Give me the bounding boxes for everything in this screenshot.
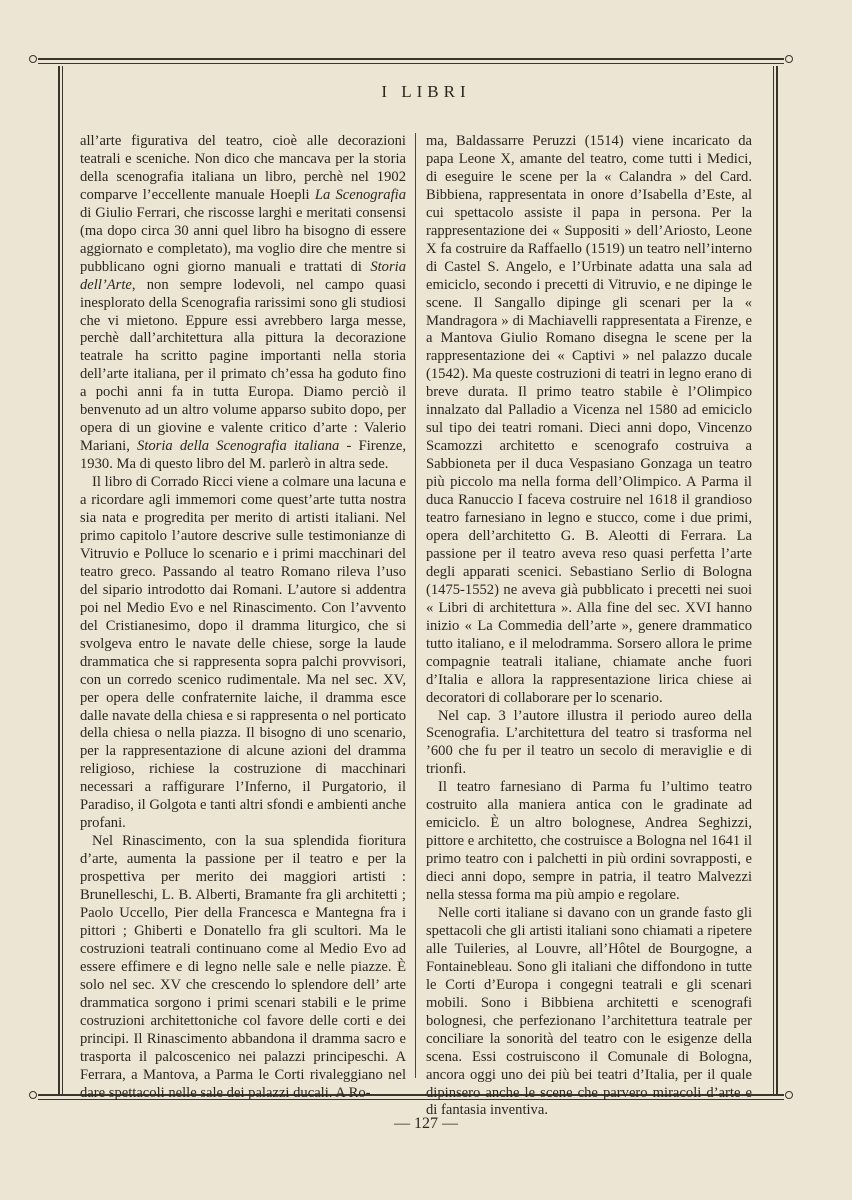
running-header: I LIBRI xyxy=(381,82,471,101)
top-border-rule xyxy=(38,58,784,64)
border-ornament xyxy=(785,1091,793,1099)
page-number: — 127 — xyxy=(394,1115,458,1132)
right-column xyxy=(426,133,752,1119)
book-title: Storia della Scenografia italiana xyxy=(137,438,340,455)
paragraph: Nel Rinascimento, con la sua splendida fioritura d’arte, aumenta la passione per il teatro e per la prospettiva per merito dei maggiori artisti : Brunelleschi, L. B. Alberti, Bramante fra gli architetti ; Paolo Uccello, Pier della Francesca e Mantegna fra i pittori ; Ghiberti e Donatello fra gli scultori. Ma le costruzioni teatrali continuano come al Medio Evo ad essere effimere e di legno nelle sale e nelle piazze. È solo nel sec. XV che crescendo lo splendore dell’ arte drammatica sorgono i primi scenari stabili e le prime costruzioni architettoniche col favore delle corti e dei principi. Il Rinascimento abbandona il dramma sacro e trasporta il palcoscenico nei palazzi principeschi. A Ferrara, a Mantova, a Parma le Corti rivaleggiano nel dare spettacoli nelle sale dei palazzi ducali. A Ro- xyxy=(80,833,406,1101)
left-column xyxy=(80,133,406,1101)
paragraph: Il teatro farnesiano di Parma fu l’ultimo teatro costruito alla maniera antica con le gradinate ad emiciclo. È un altro bolognese, Andrea Seghizzi, pittore e architetto, che costruisce a Bologna nel 1641 il primo teatro con i palchetti in più ordini sovrapposti, e dieci anni dopo, sempre in patria, il teatro Malvezzi nella stessa forma ma più ampio e regolare. xyxy=(426,779,752,904)
border-ornament xyxy=(29,55,37,63)
column-divider xyxy=(415,133,416,1078)
right-border-rule xyxy=(776,66,778,1094)
left-border-rule xyxy=(58,66,60,1094)
book-title: La Scenografia xyxy=(314,186,406,203)
paragraph: ma, Baldassarre Peruzzi (1514) viene incaricato da papa Leone X, amante del teatro, come tutti i Medici, di eseguire le scene per la « Calandra » del Card. Bibbiena, rappresentata in onore d’Isabella d’Este, al cui spettacolo assiste il papa in persona. Per la rappresentazione dei « Suppositi » dell’Ariosto, Leone X fa costruire da Raffaello (1519) un teatro nell’interno di Castel S. Angelo, e l’Urbinate adatta una sala ad emiciclo, secondo i precetti di Vitruvio, e ne dipinge le scene. Il Sangallo dipinge gli scenari per la « Mandragora » di Machiavelli rappresentata a Firenze, e a Mantova Giulio Romano disegna le scene per la rappresentazione dei « Captivi » nel palazzo ducale (1542). Ma queste costruzioni di teatri in legno erano di breve durata. Il primo teatro stabile è l’Olimpico innalzato dal Palladio a Vicenza nel 1580 ad emiciclo sul tipo dei teatri romani. Dieci anni dopo, Vincenzo Scamozzi architetto e scenografo costruiva a Sabbioneta per il duca Vespasiano Gonzaga un teatro più piccolo ma nella forma dell’Olimpico. A Parma il duca Ranuccio I faceva costruire nel 1618 il grandioso teatro farnesiano in legno e stucco, come i due primi, opera dell’architetto G. B. Aleotti di Ferrara. La passione per il teatro aveva reso quasi perfetta l’arte degli apparati scenici. Sebastiano Serlio di Bologna (1475-1552) ne aveva già pubblicato i precetti nei suoi « Libri di architettura ». Alla fine del sec. XVI hanno inizio « La Commedia dell’arte », genere drammatico tutto italiano, e il melodramma. Sorsero allora le prime compagnie teatrali italiane, chiamate anche fuori d’Italia e allora la rappresentazione lirica chiese ai decoratori di collaborare per lo scenario. xyxy=(426,133,752,706)
paragraph: Nelle corti italiane si davano con un grande fasto gli spettacoli che gli artisti italiani sono chiamati a ripetere alle Tuileries, al Louvre, all’Hôtel de Bourgogne, a Fontainebleau. Sono gli italiani che diffondono in tutte le Corti d’Europa i congegni teatrali e gli scenari mobili. Sono i Bibbiena architetti e scenografi bolognesi, che perfezionano l’architettura teatrale per conciliare la sonorità del teatro con le esigenze della scena. Essi costruiscono il Comunale di Bologna, ancora oggi uno dei più bei teatri d’Italia, per il quale dipinsero anche le scene che parvero miracoli d’arte e di fantasia inventiva. xyxy=(426,904,752,1119)
border-ornament xyxy=(785,55,793,63)
paragraph: all’arte figurativa del teatro, cioè alle decorazioni teatrali e sceniche. Non dico che mancava per la storia della scenografia italiana un libro, perchè nel 1902 comparve l’eccellente manuale Hoepli La Scenografia di Giulio Ferrari, che riscosse larghi e meritati consensi (ma dopo circa 30 anni quel libro ha bisogno di essere aggiornato e completato), ma voglio dire che mentre si pubblicano ogni giorno manuali e trattati di Storia dell’Arte, non sempre lodevoli, nel campo quasi inesplorato della Scenografia rarissimi sono gli studiosi che vi mietono. Eppure essi avrebbero larga messe, perchè dall’architettura alla pittura la decorazione teatrale ha scritto pagine importanti nella storia dell’arte italiana, per il primato ch’essa ha goduto fino a pochi anni fa in tutta Europa. Diamo perciò il benvenuto ad un altro volume apparso subito dopo, per opera di un giovine e valente critico d’arte : Valerio Mariani, Storia della Scenografia italiana - Firenze, 1930. Ma di questo libro del M. parlerò in altra sede. xyxy=(80,133,406,473)
article-body xyxy=(80,133,768,1119)
paragraph: Il libro di Corrado Ricci viene a colmare una lacuna e a ricordare agli immemori come quest’arte tutta nostra sia nata e progredita per merito di artisti italiani. Nel primo capitolo l’autore descrive sulle testimonianze di Vitruvio e Polluce lo scenario e i primi macchinari del teatro greco. Passando al teatro Romano rileva l’uso del sipario introdotto dai Romani. L’autore si addentra poi nel Medio Evo e nel Rinascimento. Con l’avvento del Cristianesimo, dopo il dramma liturgico, che si svolgeva entro le navate delle chiese, sorge la laude drammatica che si rappresenta sopra palchi provvisori, con un corredo scenico rudimentale. Ma nel sec. XV, per opera delle confraternite laiche, il dramma esce dalle navate della chiesa e si rappresenta o nel porticato della chiesa o nella piazza. Il bisogno di uno scenario, per la rappresentazione di alcune azioni del dramma religioso, richiese la costruzione di macchinari necessari a raffigurare l’Inferno, il Purgatorio, il Paradiso, il Golgota e tanti altri sfondi e ambienti anche profani. xyxy=(80,474,406,832)
border-ornament xyxy=(29,1091,37,1099)
paragraph: Nel cap. 3 l’autore illustra il periodo aureo della Scenografia. L’architettura del teatro si trasforma nel ’600 che fu per il teatro un secolo di meraviglie e di trionfi. xyxy=(426,707,752,778)
book-title: Storia dell’Arte xyxy=(80,258,406,293)
